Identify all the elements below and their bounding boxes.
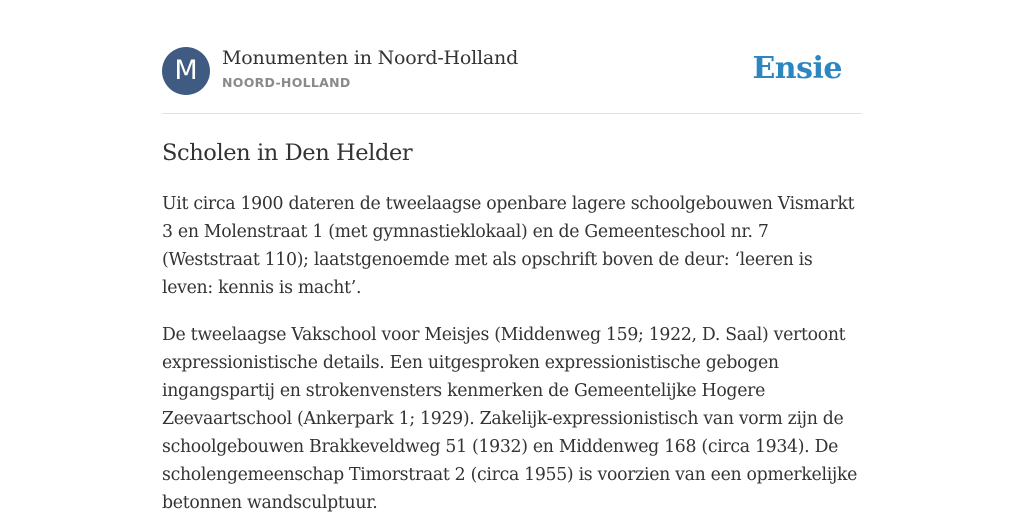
article-paragraph-2: De tweelaagse Vakschool voor Meisjes (Middenweg 159; 1922, D. Saal) vertoont expressionistische details. Een uitgesproken expressionistische gebogen ingangspartij en strokenvensters kenmerken de Gemeentelijke Hogere Zeevaartschool (Ankerpark 1; 1929). Zakelijk-expressionistisch van vorm zijn de schoolgebouwen Brakkeveldweg 51 (1932) en Middenweg 168 (circa 1934). De scholengemeenschap Timorstraat 2 (circa 1955) is voorzien van een opmerkelijke betonnen wandsculptuur. [162,325,858,512]
article-title: Scholen in Den Helder [162,140,413,166]
header-divider [162,113,862,114]
article-paragraph-1: Uit circa 1900 dateren de tweelaagse openbare lagere schoolgebouwen Vismarkt 3 en Molenstraat 1 (met gymnastieklokaal) en de Gemeenteschool nr. 7 (Weststraat 110); laatstgenoemde met als opschrift boven de deur: ‘leeren is leven: kennis is macht’. [162,194,855,298]
channel-subtitle[interactable]: NOORD-HOLLAND [222,75,351,90]
brand-logo[interactable]: Ensie [752,51,842,86]
channel-header [162,46,862,96]
channel-avatar[interactable]: M [162,47,210,95]
channel-title[interactable]: Monumenten in Noord-Holland [222,47,519,69]
article-body [162,190,862,512]
